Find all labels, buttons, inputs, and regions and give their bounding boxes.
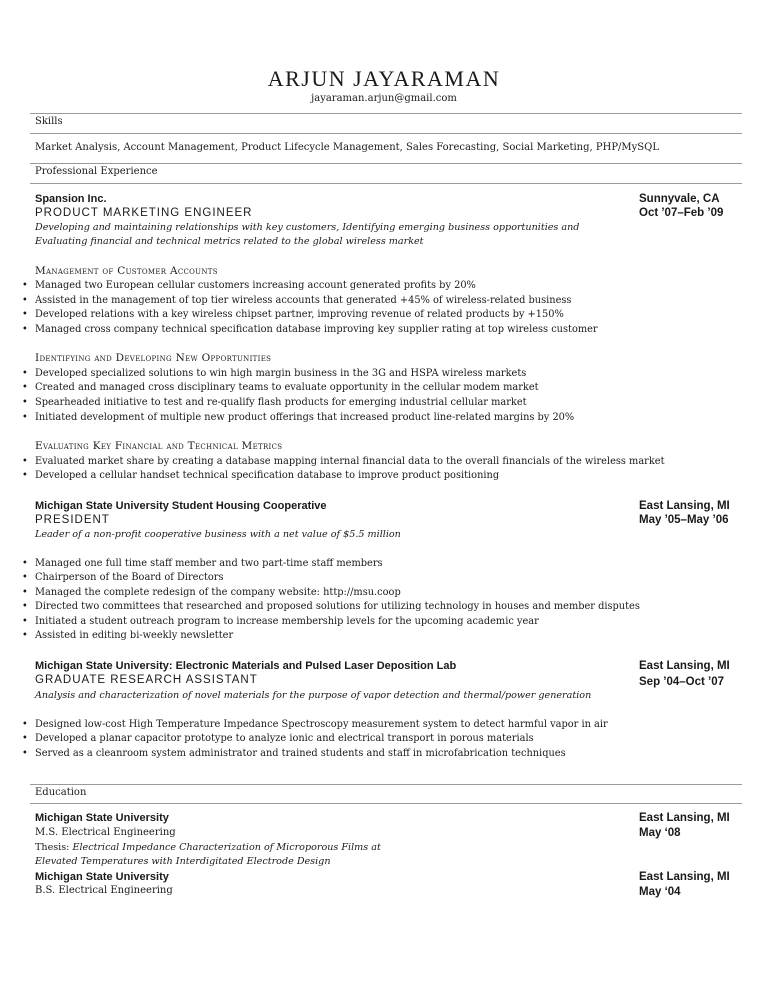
list-item: • Designed low-cost High Temperature Impedance Spectroscopy measurement system to detect harmful vapor in air (22, 719, 608, 730)
thesis-line (35, 842, 381, 853)
thesis-title: Electrical Impedance Characterization of Microporous Films at (72, 842, 381, 853)
school-location: East Lansing, MI (639, 871, 730, 883)
job-organization: Michigan State University Student Housing Cooperative (35, 500, 327, 512)
job-location: East Lansing, MI (639, 500, 730, 512)
list-item: • Developed relations with a key wireless chipset partner, improving revenue of related products by +150% (22, 309, 564, 320)
section-title-experience: Professional Experience (35, 166, 158, 177)
divider (30, 133, 742, 134)
job-description: Evaluating financial and technical metrics related to the global wireless market (35, 236, 424, 247)
job-title: PRODUCT MARKETING ENGINEER (35, 207, 253, 219)
divider (30, 803, 742, 804)
thesis-title: Elevated Temperatures with Interdigitated Electrode Design (35, 856, 331, 867)
thesis-label: Thesis: (35, 842, 73, 853)
list-item: • Chairperson of the Board of Directors (22, 572, 224, 583)
list-item: • Created and managed cross disciplinary teams to evaluate opportunity in the cellular modem market (22, 382, 539, 393)
divider (30, 113, 742, 114)
list-item: • Spearheaded initiative to test and re-qualify flash products for emerging industrial cellular market (22, 397, 527, 408)
degree: M.S. Electrical Engineering (35, 827, 176, 838)
list-item: • Initiated development of multiple new product offerings that increased product line-related margins by 20% (22, 412, 575, 423)
list-item: • Assisted in editing bi-weekly newsletter (22, 630, 234, 641)
job-title: PRESIDENT (35, 514, 110, 526)
job-dates: Oct ’07–Feb ’09 (639, 207, 724, 219)
list-item: • Developed a cellular handset technical specification database to improve product positioning (22, 470, 500, 481)
list-item: • Developed specialized solutions to win high margin business in the 3G and HSPA wireless markets (22, 368, 527, 379)
list-item: • Served as a cleanroom system administrator and trained students and staff in microfabrication techniques (22, 748, 566, 759)
list-item: • Evaluated market share by creating a database mapping internal financial data to the overall financials of the wireless market (22, 456, 665, 467)
degree: B.S. Electrical Engineering (35, 885, 173, 896)
school-name: Michigan State University (35, 812, 169, 824)
divider (30, 163, 742, 164)
list-item: • Managed one full time staff member and two part-time staff members (22, 558, 383, 569)
job-title: GRADUATE RESEARCH ASSISTANT (35, 674, 258, 686)
list-item: • Managed the complete redesign of the company website: http://msu.coop (22, 587, 401, 598)
email-address[interactable]: jayaraman.arjun@gmail.com (311, 93, 457, 104)
list-item: • Managed two European cellular customers increasing account generated profits by 20% (22, 280, 476, 291)
list-item: • Managed cross company technical specification database improving key supplier rating at top wireless customer (22, 324, 598, 335)
job-organization: Spansion Inc. (35, 193, 107, 205)
divider (30, 183, 742, 184)
section-title-skills: Skills (35, 116, 63, 127)
list-item: • Initiated a student outreach program to increase membership levels for the upcoming academic year (22, 616, 539, 627)
school-location: East Lansing, MI (639, 812, 730, 824)
job-description: Analysis and characterization of novel materials for the purpose of vapor detection and thermal/power generation (35, 690, 592, 701)
job-location: Sunnyvale, CA (639, 193, 720, 205)
skills-text: Market Analysis, Account Management, Product Lifecycle Management, Sales Forecasting, Social Marketing, PHP/MySQL (35, 142, 659, 153)
list-item: • Directed two committees that researched and proposed solutions for utilizing technology in houses and member disputes (22, 601, 640, 612)
subsection-title: Evaluating Key Financial and Technical Metrics (35, 440, 283, 452)
job-description: Leader of a non-profit cooperative business with a net value of $5.5 million (35, 529, 401, 540)
job-organization: Michigan State University: Electronic Materials and Pulsed Laser Deposition Lab (35, 660, 457, 672)
job-dates: May ’05–May ’06 (639, 514, 729, 526)
list-item: • Developed a planar capacitor prototype to analyze ionic and electrical transport in porous materials (22, 733, 534, 744)
section-title-education: Education (35, 787, 87, 798)
subsection-title: Management of Customer Accounts (35, 265, 218, 277)
degree-date: May ‘04 (639, 886, 681, 898)
job-location: East Lansing, MI (639, 660, 730, 672)
candidate-name: ARJUN JAYARAMAN (267, 66, 501, 91)
divider (30, 784, 742, 785)
job-description: Developing and maintaining relationships with key customers, Identifying emerging business opportunities and (35, 222, 580, 233)
subsection-title: Identifying and Developing New Opportunities (35, 352, 272, 364)
school-name: Michigan State University (35, 871, 169, 883)
list-item: • Assisted in the management of top tier wireless accounts that generated +45% of wireless-related business (22, 295, 572, 306)
degree-date: May ‘08 (639, 827, 681, 839)
job-dates: Sep ’04–Oct ’07 (639, 676, 725, 688)
